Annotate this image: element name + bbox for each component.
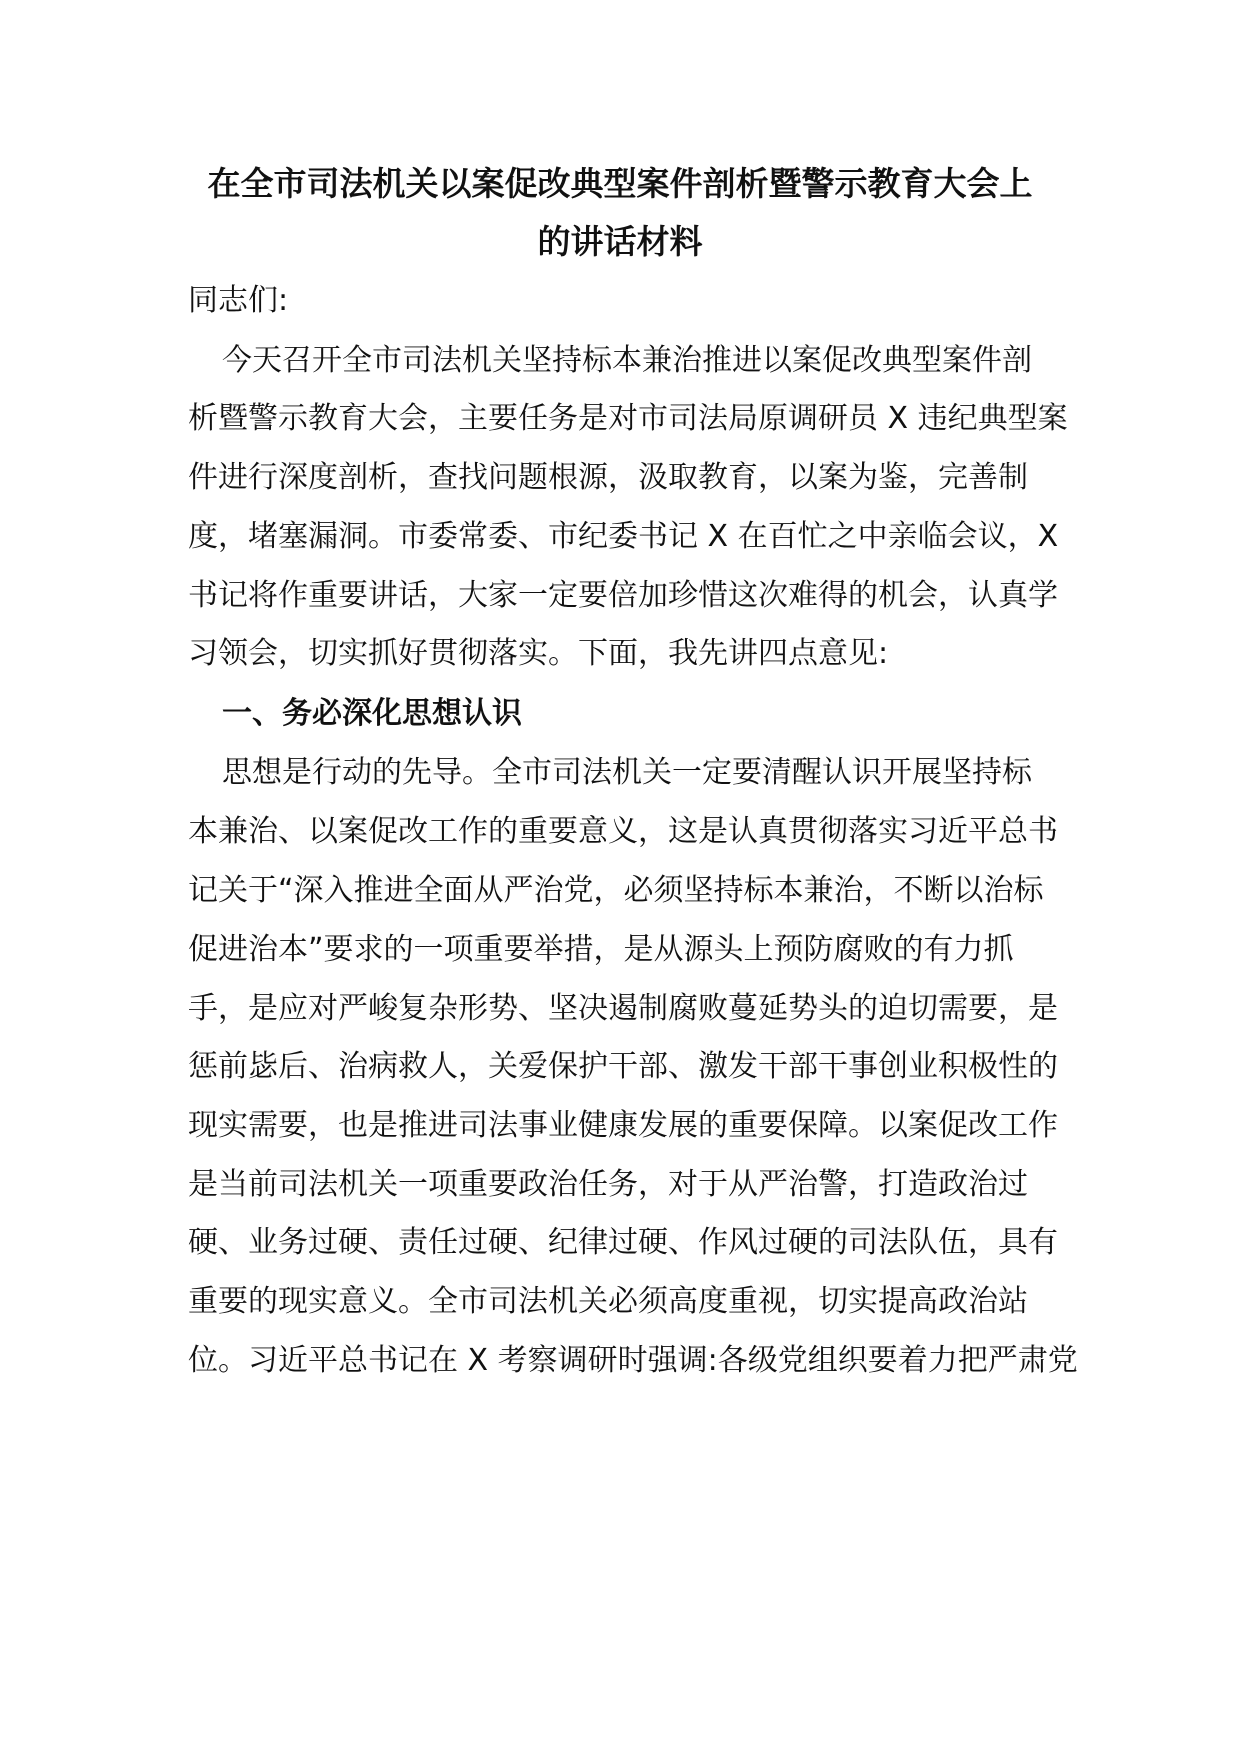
paragraph-2-line: 记关于“深入推进全面从严治党，必须坚持标本兼治，不断以治标 [188, 873, 1044, 908]
paragraph-2-line: 手，是应对严峻复杂形势、坚决遏制腐败蔓延势头的迫切需要，是 [188, 991, 1058, 1026]
paragraph-2-line: 本兼治、以案促改工作的重要意义，这是认真贯彻落实习近平总书 [188, 814, 1058, 849]
paragraph-1-line: 析暨警示教育大会，主要任务是对市司法局原调研员 X 违纪典型案 [188, 401, 1068, 436]
document-title-line-1: 在全市司法机关以案促改典型案件剖析暨警示教育大会上 [207, 164, 1033, 203]
paragraph-2-line: 位。习近平总书记在 X 考察调研时强调:各级党组织要着力把严肃党 [188, 1343, 1078, 1378]
document-title-line-2: 的讲话材料 [537, 222, 703, 261]
section-1-heading: 一、务必深化思想认识 [222, 696, 522, 731]
salutation: 同志们: [188, 283, 289, 318]
paragraph-1-line: 书记将作重要讲话，大家一定要倍加珍惜这次难得的机会，认真学 [188, 578, 1058, 613]
paragraph-2-line: 惩前毖后、治病救人，关爱保护干部、激发干部干事创业积极性的 [188, 1049, 1058, 1084]
paragraph-1-line: 习领会，切实抓好贯彻落实。下面，我先讲四点意见: [188, 636, 889, 671]
paragraph-1-line: 度，堵塞漏洞。市委常委、市纪委书记 X 在百忙之中亲临会议，X [188, 519, 1059, 554]
paragraph-2-line: 硬、业务过硬、责任过硬、纪律过硬、作风过硬的司法队伍，具有 [188, 1225, 1058, 1260]
paragraph-2-line: 促进治本”要求的一项重要举措，是从源头上预防腐败的有力抓 [188, 932, 1014, 967]
paragraph-2-line: 现实需要，也是推进司法事业健康发展的重要保障。以案促改工作 [188, 1108, 1058, 1143]
paragraph-2-line: 思想是行动的先导。全市司法机关一定要清醒认识开展坚持标 [222, 755, 1032, 790]
paragraph-2-line: 重要的现实意义。全市司法机关必须高度重视，切实提高政治站 [188, 1284, 1028, 1319]
paragraph-2-line: 是当前司法机关一项重要政治任务，对于从严治警，打造政治过 [188, 1167, 1028, 1202]
paragraph-1-line: 今天召开全市司法机关坚持标本兼治推进以案促改典型案件剖 [222, 343, 1032, 378]
paragraph-1-line: 件进行深度剖析，查找问题根源，汲取教育，以案为鉴，完善制 [188, 460, 1028, 495]
